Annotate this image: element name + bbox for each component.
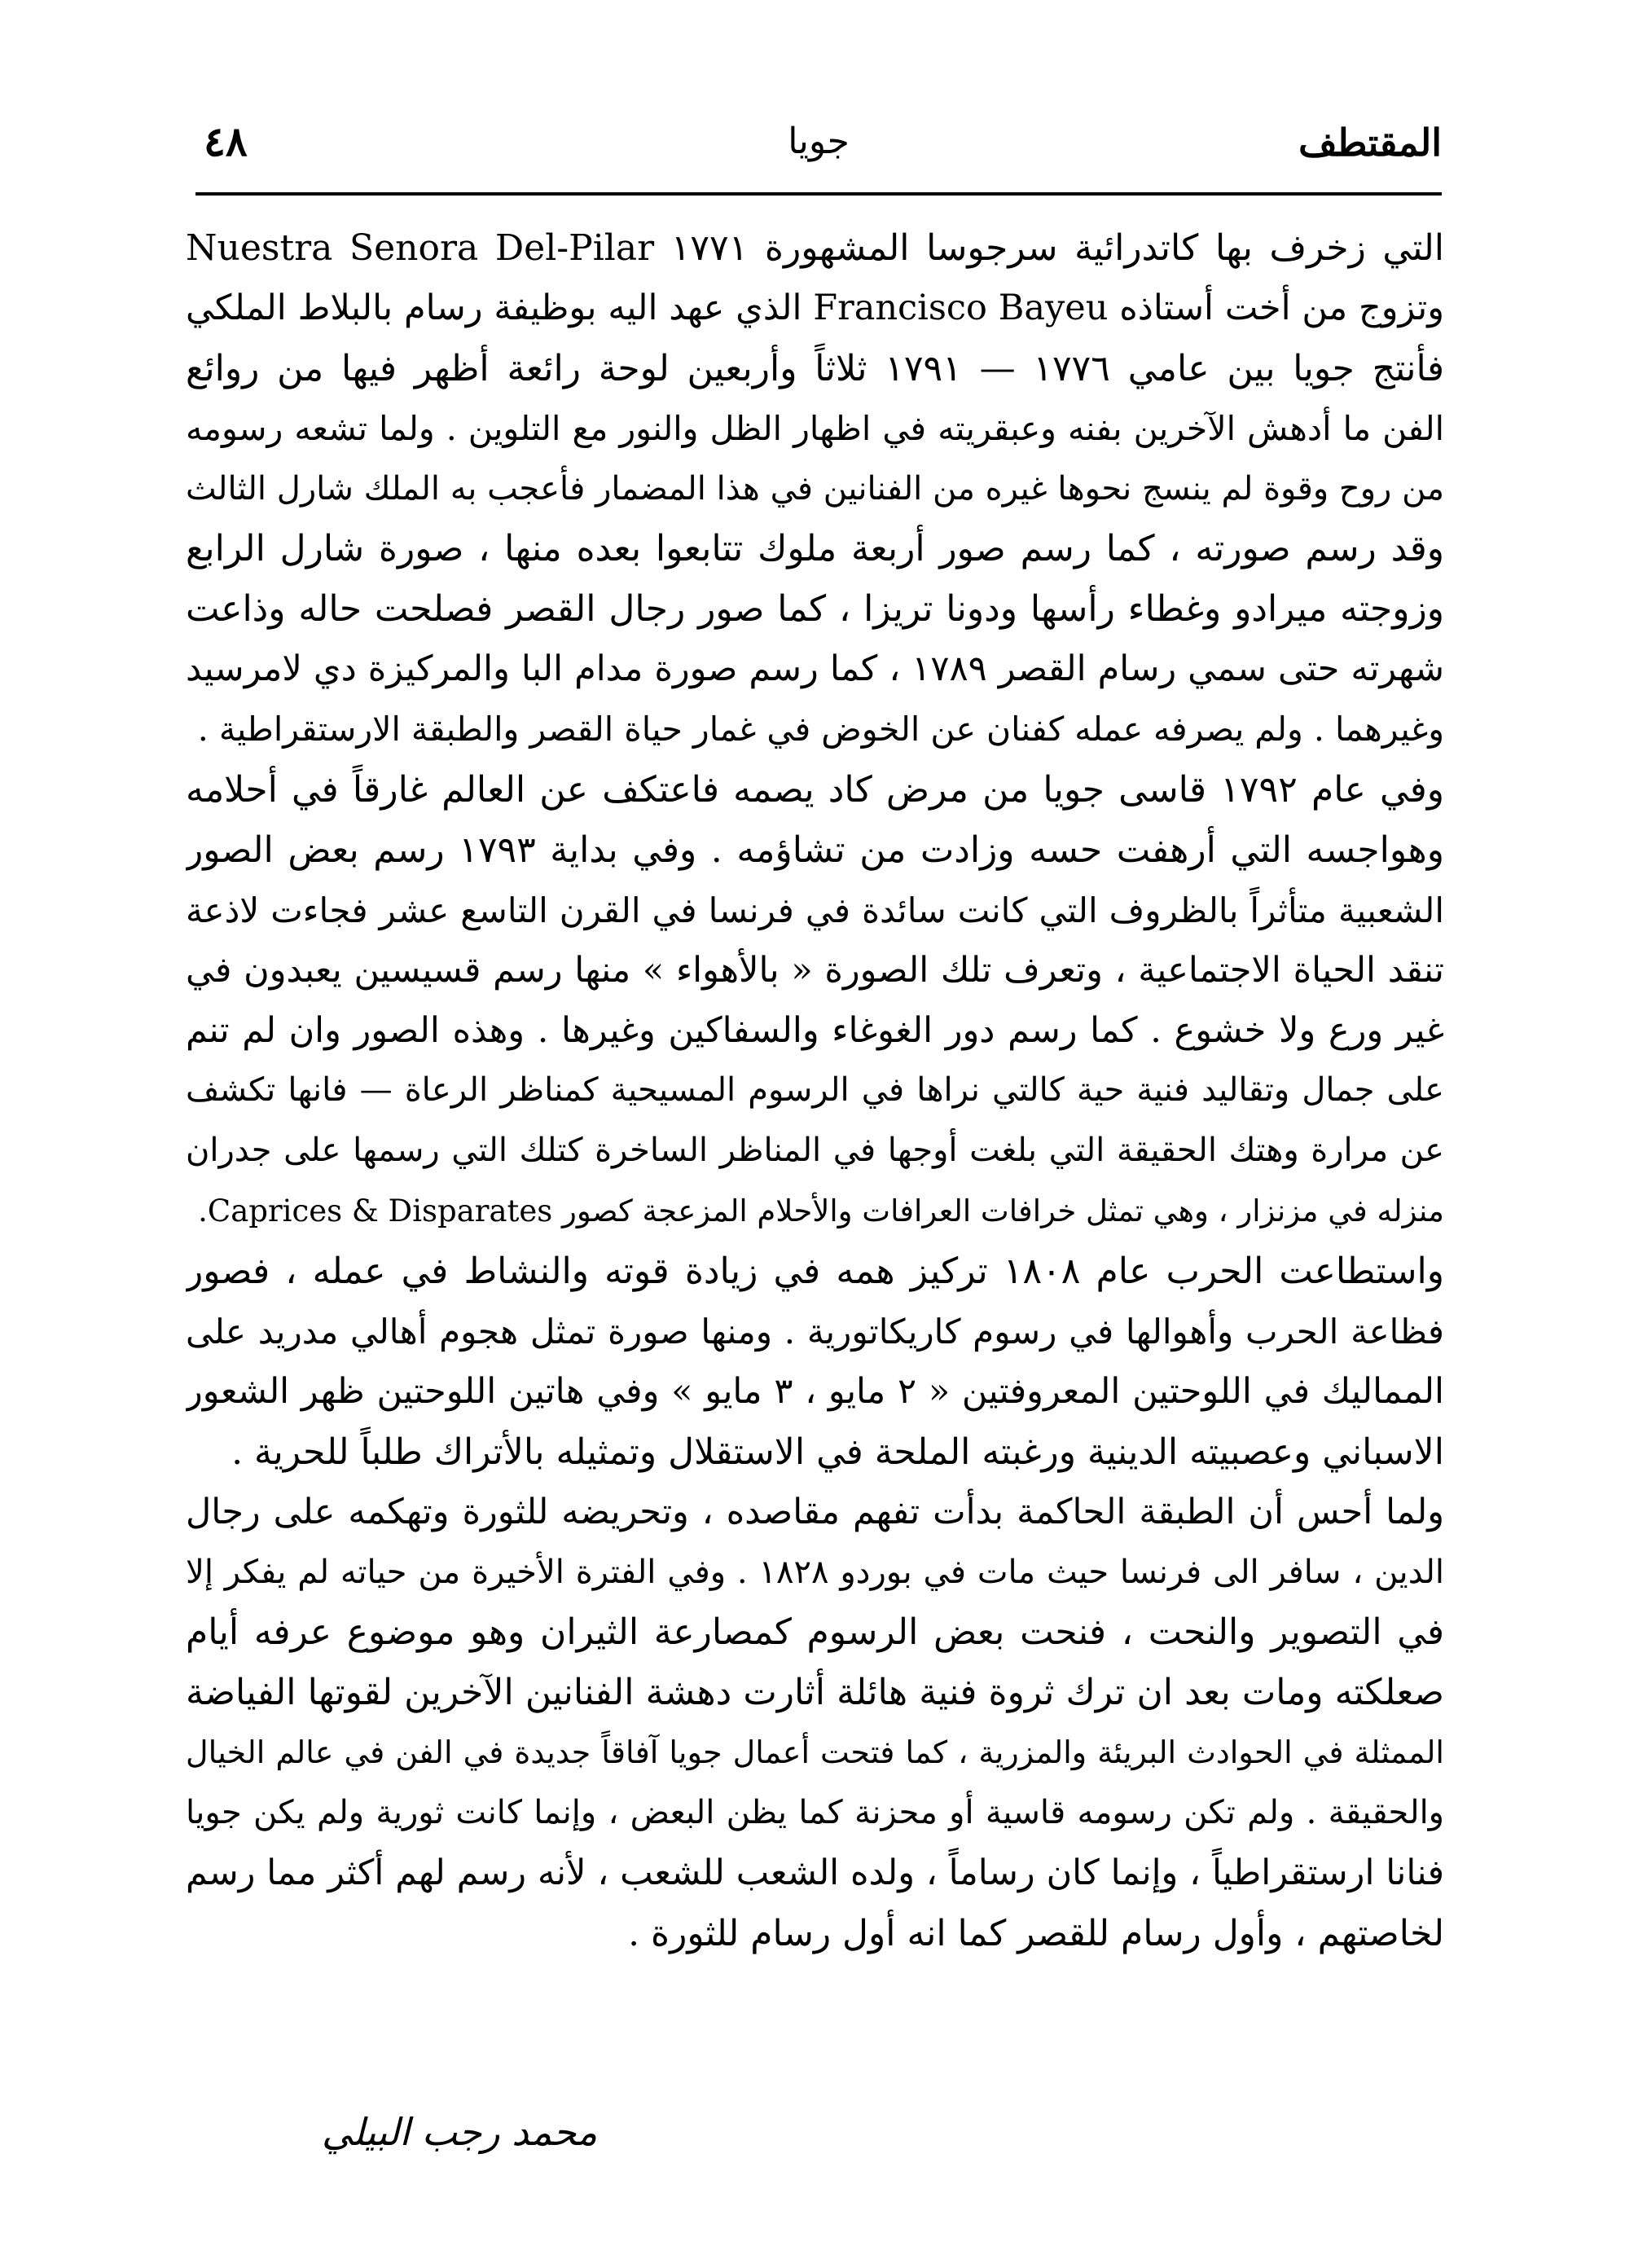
- text-line: وتزوج من أخت أستاذه Francisco Bayeu الذي عهد اليه بوظيفة رسام بالبلاط الملكي: [186, 287, 1444, 328]
- text-line: الاسباني وعصبيته الدينية ورغبته الملحة في الاستقلال وتمثيله بالأتراك طلباً للحرية .: [231, 1431, 1444, 1473]
- text-line: صعلكته ومات بعد ان ترك ثروة فنية هائلة أثارت دهشة الفنانين الآخرين لقوتها الفياضة: [186, 1672, 1444, 1714]
- journal-name: المقتطف: [1298, 121, 1442, 165]
- article-body: [186, 218, 1444, 1964]
- text-line: فأنتج جويا بين عامي ١٧٧٦ — ١٧٩١ ثلاثاً وأربعين لوحة رائعة أظهر فيها من روائع: [186, 347, 1444, 389]
- text-line: لخاصتهم ، وأول رسام للقصر كما انه أول رسام للثورة .: [628, 1912, 1444, 1954]
- text-line: منزله في مزنزار ، وهي تمثل خرافات العرافات والأحلام المزعجة كصور Caprices & Disparates.: [198, 1193, 1444, 1229]
- text-line: والحقيقة . ولم تكن رسومه قاسية أو محزنة كما يظن البعض ، وإنما كانت ثورية ولم يكن جويا: [186, 1794, 1444, 1832]
- text-line: ولما أحس أن الطبقة الحاكمة بدأت تفهم مقاصده ، وتحريضه للثورة وتهكمه على رجال: [186, 1491, 1444, 1532]
- text-line: الفن ما أدهش الآخرين بفنه وعبقريته في اظهار الظل والنور مع التلوين . ولما تشعه رسومه: [186, 408, 1444, 448]
- text-line: الدين ، سافر الى فرنسا حيث مات في بوردو ١٨٢٨ . وفي الفترة الأخيرة من حياته لم يفكر إلا: [186, 1553, 1444, 1591]
- text-line: المماليك في اللوحتين المعروفتين « ٢ مايو ، ٣ مايو » وفي هاتين اللوحتين ظهر الشعور: [186, 1370, 1444, 1412]
- text-line: واستطاعت الحرب عام ١٨٠٨ تركيز همه في زيادة قوته والنشاط في عمله ، فصور: [186, 1250, 1444, 1293]
- author-signature: محمد رجب البيلي: [322, 2110, 598, 2154]
- text-line: فظاعة الحرب وأهوالها في رسوم كاريكاتورية . ومنها صورة تمثل هجوم أهالي مدريد على: [186, 1312, 1444, 1352]
- text-line: التي زخرف بها كاتدرائية سرجوسا المشهورة ١٧٧١ Nuestra Senora Del-Pilar: [186, 227, 1444, 269]
- page-number: ٤٨: [204, 117, 248, 165]
- article-title: جويا: [788, 121, 850, 162]
- header-rule: [195, 192, 1442, 196]
- text-line: غير ورع ولا خشوع . كما رسم دور الغوغاء والسفاكين وغيرها . وهذه الصور وان لم تنم: [186, 1009, 1444, 1051]
- page-header: [195, 114, 1442, 204]
- text-line: وغيرهما . ولم يصرفه عمله كفنان عن الخوض في غمار حياة القصر والطبقة الارستقراطية .: [197, 710, 1444, 749]
- text-line: عن مرارة وهتك الحقيقة التي بلغت أوجها في المناظر الساخرة كتلك التي رسمها على جدران: [186, 1132, 1444, 1170]
- text-line: الشعبية متأثراً بالظروف التي كانت سائدة في فرنسا في القرن التاسع عشر فجاءت لاذعة: [186, 890, 1444, 930]
- text-line: وقد رسم صورته ، كما رسم صور أربعة ملوك تتابعوا بعده منها ، صورة شارل الرابع: [186, 528, 1444, 570]
- text-line: الممثلة في الحوادث البريئة والمزرية ، كما فتحت أعمال جويا آفاقاً جديدة في الفن في عالم الخيال: [186, 1734, 1444, 1771]
- text-line: من روح وقوة لم ينسج نحوها غيره من الفنانين في هذا المضمار فأعجب به الملك شارل الثالث: [186, 469, 1444, 508]
- text-line: وهواجسه التي أرهفت حسه وزادت من تشاؤمه . وفي بداية ١٧٩٣ رسم بعض الصور: [186, 829, 1444, 871]
- text-line: فنانا ارستقراطياً ، وإنما كان رساماً ، ولده الشعب للشعب ، لأنه رسم لهم أكثر مما رسم: [186, 1853, 1444, 1894]
- text-line: وفي عام ١٧٩٢ قاسى جويا من مرض كاد يصمه فاعتكف عن العالم غارقاً في أحلامه: [186, 769, 1444, 811]
- text-line: وزوجته ميرادو وغطاء رأسها ودونا تريزا ، كما صور رجال القصر فصلحت حاله وذاعت: [186, 588, 1444, 631]
- text-line: على جمال وتقاليد فنية حية كالتي نراها في الرسوم المسيحية كمناظر الرعاة — فانها تكشف: [186, 1071, 1444, 1110]
- text-line: في التصوير والنحت ، فنحت بعض الرسوم كمصارعة الثيران وهو موضوع عرفه أيام: [186, 1611, 1444, 1654]
- text-line: شهرته حتى سمي رسام القصر ١٧٨٩ ، كما رسم صورة مدام البا والمركيزة دي لامرسيد: [186, 648, 1444, 690]
- text-line: تنقد الحياة الاجتماعية ، وتعرف تلك الصورة « بالأهواء » منها رسم قسيسين يعبدون في: [186, 949, 1444, 991]
